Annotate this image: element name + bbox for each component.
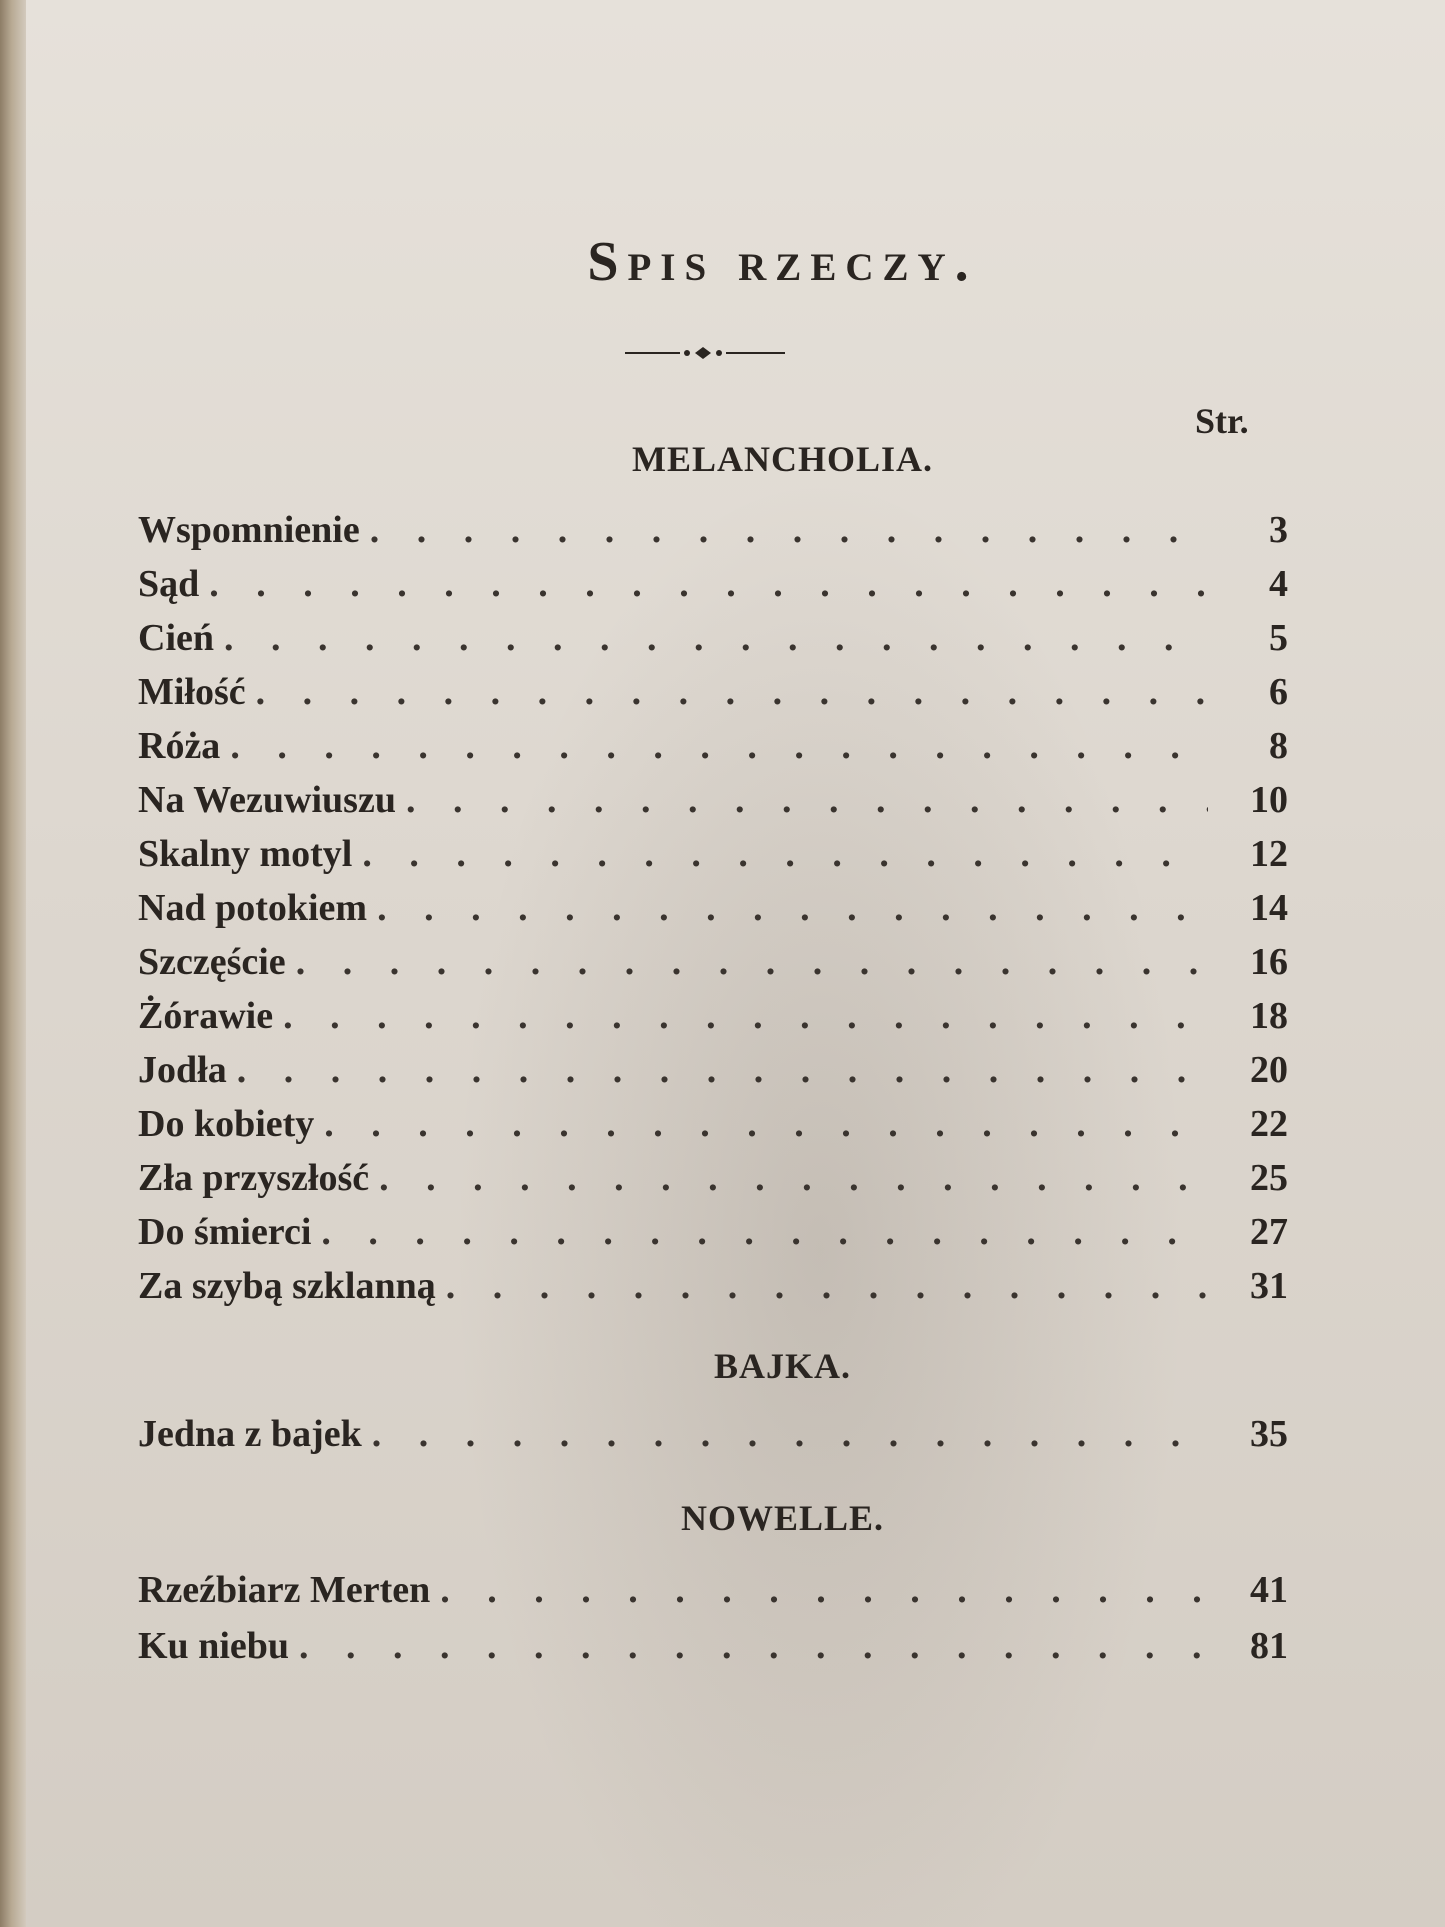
toc-entry[interactable] [138,940,1288,990]
dot-leader [230,724,1208,768]
dot-leader [440,1568,1208,1612]
entry-page-number: 10 [1250,779,1288,821]
entry-title: Żórawie [138,995,274,1037]
entry-title: Wspomnienie [138,509,360,551]
entry-page-number: 3 [1269,509,1288,551]
page-title: Spis rzeczy. [587,231,978,293]
entry-page-number: 25 [1250,1157,1288,1199]
dot-leader [299,1624,1208,1668]
entry-page-number: 81 [1250,1625,1288,1667]
toc-entry[interactable] [138,1048,1288,1098]
entry-title: Jodła [138,1049,227,1091]
entry-title: Na Wezuwiuszu [138,779,396,821]
toc-entry[interactable] [138,508,1288,558]
toc-entry[interactable] [138,1412,1288,1462]
toc-entry[interactable] [138,1102,1288,1152]
toc-entry[interactable] [138,994,1288,1044]
entry-title: Do kobiety [138,1103,315,1145]
entry-title: Miłość [138,671,246,713]
dot-leader [379,1156,1208,1200]
toc-entry[interactable] [138,616,1288,666]
entry-page-number: 31 [1250,1265,1288,1307]
dot-leader [362,832,1208,876]
dot-leader [406,778,1208,822]
entry-title: Cień [138,617,214,659]
entry-title: Zła przyszłość [138,1157,370,1199]
toc-entry[interactable] [138,724,1288,774]
toc-entry[interactable] [138,1624,1288,1674]
entry-page-number: 20 [1250,1049,1288,1091]
dot-leader [296,940,1208,984]
entry-title: Ku niebu [138,1625,290,1667]
toc-entry[interactable] [138,562,1288,612]
toc-entry[interactable] [138,1156,1288,1206]
entry-page-number: 16 [1250,941,1288,983]
toc-entry[interactable] [138,1264,1288,1314]
section-heading-nowelle: NOWELLE. [680,1498,885,1538]
dot-leader [237,1048,1208,1092]
toc-entry[interactable] [138,886,1288,936]
dot-leader [370,508,1208,552]
entry-page-number: 41 [1250,1569,1288,1611]
section-heading-bajka: BAJKA. [713,1346,851,1386]
entry-page-number: 18 [1250,995,1288,1037]
toc-entry[interactable] [138,670,1288,720]
entry-page-number: 5 [1269,617,1288,659]
entry-title: Sąd [138,563,200,605]
dot-leader [256,670,1208,714]
entry-page-number: 35 [1250,1413,1288,1455]
entry-page-number: 12 [1250,833,1288,875]
dot-leader [372,1412,1208,1456]
entry-title: Szczęście [138,941,286,983]
entry-page-number: 14 [1250,887,1288,929]
toc-entry[interactable] [138,1210,1288,1260]
page-column-header: Str. [1195,401,1249,441]
entry-page-number: 27 [1250,1211,1288,1253]
entry-title: Rzeźbiarz Merten [138,1569,431,1611]
dot-leader [377,886,1208,930]
dot-leader [321,1210,1208,1254]
toc-entry[interactable] [138,778,1288,828]
entry-page-number: 22 [1250,1103,1288,1145]
entry-title: Za szybą szklanną [138,1265,436,1307]
entry-page-number: 4 [1269,563,1288,605]
dot-leader [224,616,1208,660]
section-heading-melancholia: MELANCHOLIA. [631,439,934,479]
title-ornament [625,338,785,368]
dot-leader [446,1264,1208,1308]
dot-leader [209,562,1208,606]
entry-page-number: 8 [1269,725,1288,767]
entry-title: Róża [138,725,221,767]
entry-title: Do śmierci [138,1211,312,1253]
entry-title: Nad potokiem [138,887,368,929]
entry-title: Jedna z bajek [138,1413,362,1455]
entry-title: Skalny motyl [138,833,353,875]
toc-entry[interactable] [138,1568,1288,1618]
dot-leader [283,994,1208,1038]
toc-entry[interactable] [138,832,1288,882]
dot-leader [324,1102,1208,1146]
entry-page-number: 6 [1269,671,1288,713]
